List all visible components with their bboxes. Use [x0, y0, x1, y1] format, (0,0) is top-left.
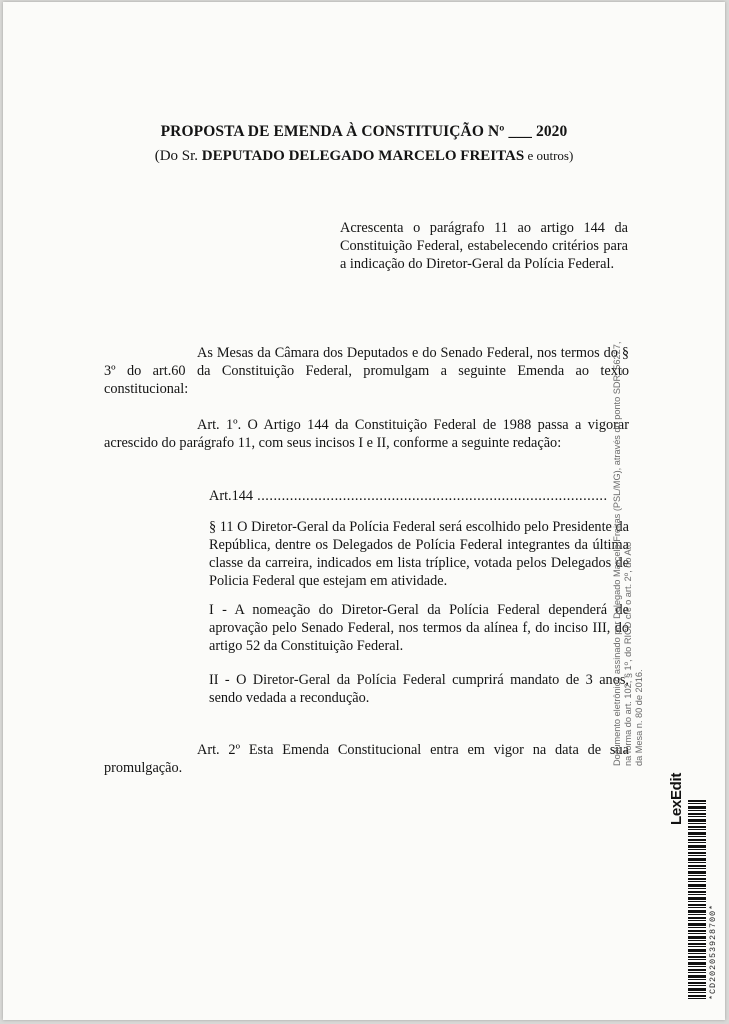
inciso-i: I - A nomeação do Diretor-Geral da Polícia Federal dependerá de aprovação pelo Senado Federal, nos termos da alínea f, do inciso III, do artigo 52 da Constituição Federal. [209, 602, 629, 654]
subtitle-suffix: e outros) [524, 148, 574, 163]
lexedit-logo: LexEdit [668, 772, 685, 825]
article-144-line [209, 487, 629, 505]
ementa-paragraph: Acrescenta o parágrafo 11 ao artigo 144 da Constituição Federal, estabelecendo critérios para a indicação do Diretor-Geral da Polícia Federal. [340, 220, 628, 272]
barcode-number: *CD202053928700* [708, 903, 718, 1000]
subtitle-author: DEPUTADO DELEGADO MARCELO FREITAS [201, 148, 525, 164]
barcode [688, 800, 706, 1000]
paragraph-11: § 11 O Diretor-Geral da Polícia Federal será escolhido pelo Presidente da República, dentre os Delegados de Polícia Federal integrantes da última classe da carreira, indicados em lista tríplice, votada pelos Delegados de Policia Federal que estejam em atividade. [209, 519, 629, 589]
subtitle-prefix: (Do Sr. [154, 148, 202, 164]
preamble-paragraph: As Mesas da Câmara dos Deputados e do Senado Federal, nos termos do § 3º do art.60 da Constituição Federal, promulgam a seguinte Emenda ao texto constitucional: [104, 345, 629, 397]
article-144-dots: ...................................................................................... [253, 488, 608, 504]
article-144-label: Art.144 [209, 488, 254, 504]
article-2-paragraph: Art. 2º Esta Emenda Constitucional entra em vigor na data de sua promulgação. [104, 742, 629, 776]
electronic-signature-stamp [612, 306, 672, 766]
inciso-ii: II - O Diretor-Geral da Polícia Federal cumprirá mandato de 3 anos, sendo vedada a recondução. [209, 672, 629, 706]
document-title: PROPOSTA DE EMENDA À CONSTITUIÇÃO Nº ___ 2020 [160, 123, 568, 140]
signature-line-3: da Mesa n. 80 de 2016. [634, 669, 644, 766]
document-subtitle [3, 148, 725, 165]
signature-line-2: na forma do art. 102, § 1º, do RICD c/c o art. 2º, do Ato [623, 541, 633, 766]
signature-line-1: Documento eletrônico assinado por Delegado Marcelo Freitas (PSL/MG), através do ponto SDR_56227, [612, 341, 622, 766]
article-1-paragraph: Art. 1º. O Artigo 144 da Constituição Federal de 1988 passa a vigorar acrescido do parágrafo 11, com seus incisos I e II, conforme a seguinte redação: [104, 417, 629, 451]
